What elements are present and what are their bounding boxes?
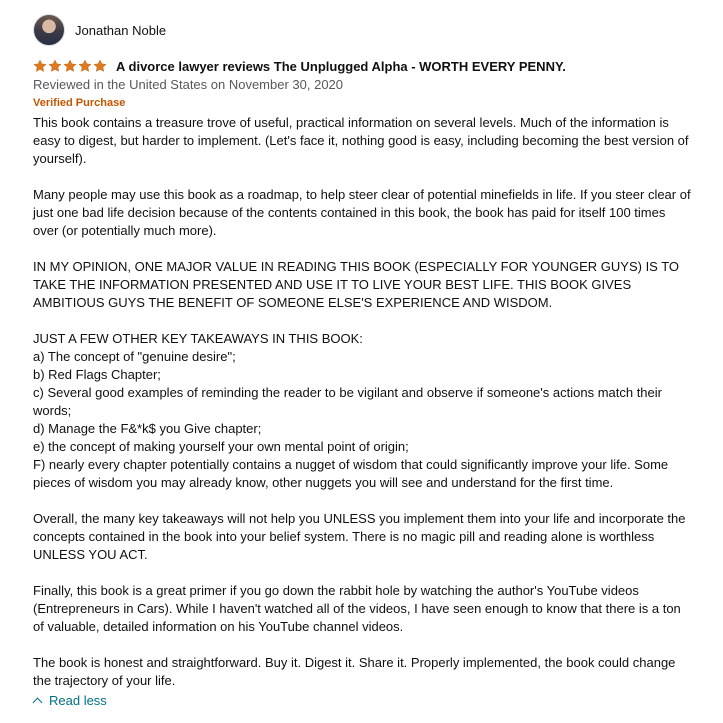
review-text-line: a) The concept of "genuine desire"; <box>33 349 236 364</box>
reviewer-name[interactable]: Jonathan Noble <box>75 22 167 38</box>
reviewer-profile[interactable] <box>33 12 705 48</box>
review-text-line: JUST A FEW OTHER KEY TAKEAWAYS IN THIS BOOK: <box>33 331 363 346</box>
chevron-up-icon <box>33 698 43 708</box>
review-paragraph <box>33 654 693 690</box>
review-body <box>33 114 693 690</box>
star-rating <box>33 59 107 73</box>
review-text-line: Many people may use this book as a roadmap, to help steer clear of potential minefields in life. If you steer clear of just one bad life decision because of the contents contained in this book, the book has paid for itself 100 times over (or potentially much more). <box>33 187 691 238</box>
read-less-link[interactable] <box>33 692 705 710</box>
star-icon <box>48 59 62 73</box>
star-icon <box>93 59 107 73</box>
review-text-line: IN MY OPINION, ONE MAJOR VALUE IN READING THIS BOOK (ESPECIALLY FOR YOUNGER GUYS) IS TO TAKE THE INFORMATION PRESENTED AND USE IT TO LIVE YOUR BEST LIFE. THIS BOOK GIVES AMBITIOUS GUYS THE BENEFIT OF SOMEONE ELSE'S EXPERIENCE AND WISDOM. <box>33 259 680 310</box>
review-paragraph <box>33 330 693 492</box>
star-icon <box>63 59 77 73</box>
review-text-line: d) Manage the F&*k$ you Give chapter; <box>33 421 262 436</box>
avatar[interactable] <box>33 14 65 46</box>
review-paragraph <box>33 114 693 168</box>
read-less-label[interactable]: Read less <box>49 693 107 708</box>
review-text-line: Overall, the many key takeaways will not help you UNLESS you implement them into your life and incorporate the concepts contained in the book into your belief system. There is no magic pill and reading alone is worthless UNLESS YOU ACT. <box>33 511 686 562</box>
review-paragraph <box>33 258 693 312</box>
review-text-line: This book contains a treasure trove of useful, practical information on several levels. Much of the information is easy to digest, but harder to implement. (Let's face it, nothing good is easy, including becoming the best version of yourself). <box>33 115 689 166</box>
review-paragraph <box>33 582 693 636</box>
review-date: Reviewed in the United States on November 30, 2020 <box>33 77 344 92</box>
review-text-line: The book is honest and straightforward. Buy it. Digest it. Share it. Properly implemented, the book could change the trajectory of your life. <box>33 655 676 688</box>
review-text-line: c) Several good examples of reminding the reader to be vigilant and observe if someone's actions match their words; <box>33 385 662 418</box>
star-icon <box>33 59 47 73</box>
review-paragraph <box>33 186 693 240</box>
review-text-line: e) the concept of making yourself your own mental point of origin; <box>33 439 409 454</box>
verified-purchase-badge: Verified Purchase <box>33 97 126 109</box>
review-paragraph <box>33 510 693 564</box>
review-text-line: b) Red Flags Chapter; <box>33 367 161 382</box>
star-icon <box>78 59 92 73</box>
review-title-row <box>33 56 705 76</box>
review-title[interactable]: A divorce lawyer reviews The Unplugged Alpha - WORTH EVERY PENNY. <box>116 58 566 74</box>
review-text-line: F) nearly every chapter potentially contains a nugget of wisdom that could significantly improve your life. Some pieces of wisdom you may already know, other nuggets you will see and understand for the first time. <box>33 457 669 490</box>
review-text-line: Finally, this book is a great primer if you go down the rabbit hole by watching the author's YouTube videos (Entrepreneurs in Cars). While I haven't watched all of the videos, I have seen enough to know that there is a ton of valuable, detailed information on his YouTube channel videos. <box>33 583 681 634</box>
